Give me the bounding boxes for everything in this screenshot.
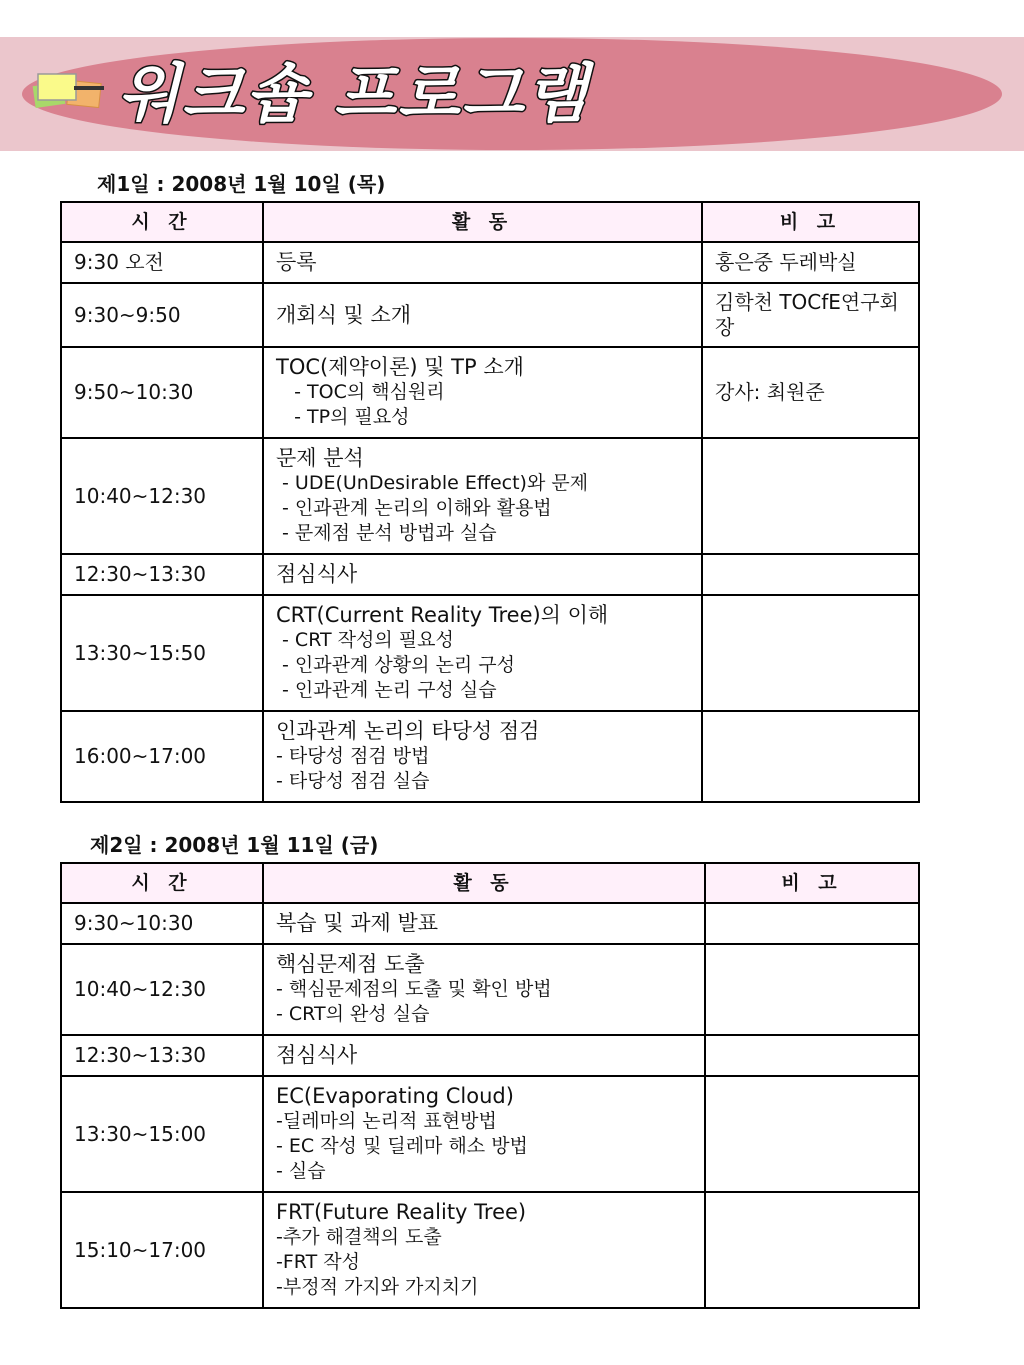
activity-item: - EC 작성 및 딜레마 해소 방법 bbox=[276, 1135, 528, 1157]
table-header-row bbox=[61, 202, 919, 242]
table-row bbox=[61, 554, 919, 595]
activity-item: -부정적 가지와 가지치기 bbox=[276, 1276, 479, 1298]
header-activity: 활 동 bbox=[263, 863, 705, 903]
activity-cell bbox=[263, 347, 702, 438]
day1-heading: 제1일 : 2008년 1월 10일 (목) bbox=[97, 172, 386, 196]
note-cell bbox=[705, 1192, 919, 1308]
header-time: 시 간 bbox=[61, 863, 263, 903]
table-row bbox=[61, 242, 919, 283]
table-row bbox=[61, 283, 919, 347]
activity-title: EC(Evaporating Cloud) bbox=[276, 1084, 514, 1108]
activity-title: 인과관계 논리의 타당성 점검 bbox=[276, 719, 540, 743]
header-note: 비 고 bbox=[702, 202, 919, 242]
activity-item: - CRT의 완성 실습 bbox=[276, 1003, 430, 1025]
table-row bbox=[61, 438, 919, 554]
note-cell: 홍은중 두레박실 bbox=[702, 242, 919, 283]
activity-item: - 타당성 점검 방법 bbox=[276, 745, 430, 767]
header-note: 비 고 bbox=[705, 863, 919, 903]
activity-item: -딜레마의 논리적 표현방법 bbox=[276, 1110, 497, 1132]
activity-item: - 핵심문제점의 도출 및 확인 방법 bbox=[276, 978, 552, 1000]
note-cell bbox=[702, 554, 919, 595]
activity-cell bbox=[263, 438, 702, 554]
note-cell bbox=[705, 944, 919, 1035]
activity-title: 복습 및 과제 발표 bbox=[276, 911, 439, 935]
activity-item: - CRT 작성의 필요성 bbox=[276, 629, 454, 651]
activity-cell bbox=[263, 554, 702, 595]
activity-item: -FRT 작성 bbox=[276, 1251, 360, 1273]
day2-schedule-table bbox=[60, 862, 920, 1309]
activity-item: - 타당성 점검 실습 bbox=[276, 770, 430, 792]
activity-item: - UDE(UnDesirable Effect)와 문제 bbox=[276, 472, 589, 494]
time-cell: 16:00~17:00 bbox=[61, 711, 263, 802]
activity-item: - 인과관계 논리의 이해와 활용법 bbox=[276, 497, 552, 519]
activity-item: - 실습 bbox=[276, 1160, 326, 1182]
activity-cell bbox=[263, 903, 705, 944]
time-cell: 10:40~12:30 bbox=[61, 438, 263, 554]
time-cell: 12:30~13:30 bbox=[61, 554, 263, 595]
time-cell: 12:30~13:30 bbox=[61, 1035, 263, 1076]
day1-schedule-table bbox=[60, 201, 920, 803]
activity-item: - TOC의 핵심원리 bbox=[276, 381, 445, 403]
day2-heading: 제2일 : 2008년 1월 11일 (금) bbox=[90, 833, 379, 857]
time-cell: 9:30 오전 bbox=[61, 242, 263, 283]
time-cell: 9:30~9:50 bbox=[61, 283, 263, 347]
table-row bbox=[61, 1192, 919, 1308]
time-cell: 9:30~10:30 bbox=[61, 903, 263, 944]
table-row bbox=[61, 903, 919, 944]
activity-cell bbox=[263, 283, 702, 347]
table-row bbox=[61, 1076, 919, 1192]
activity-cell bbox=[263, 1076, 705, 1192]
activity-cell bbox=[263, 1192, 705, 1308]
activity-title: FRT(Future Reality Tree) bbox=[276, 1200, 527, 1224]
activity-title: 문제 분석 bbox=[276, 446, 364, 470]
activity-title: TOC(제약이론) 및 TP 소개 bbox=[276, 355, 524, 379]
activity-item: - 문제점 분석 방법과 실습 bbox=[276, 522, 497, 544]
activity-title: 점심식사 bbox=[276, 1043, 358, 1067]
note-cell: 김학천 TOCfE연구회장 bbox=[702, 283, 919, 347]
table-row bbox=[61, 595, 919, 711]
activity-item: - 인과관계 논리 구성 실습 bbox=[276, 679, 497, 701]
activity-item: -추가 해결책의 도출 bbox=[276, 1226, 442, 1248]
note-cell: 강사: 최원준 bbox=[702, 347, 919, 438]
activity-item: - TP의 필요성 bbox=[276, 406, 410, 428]
activity-cell bbox=[263, 242, 702, 283]
time-cell: 10:40~12:30 bbox=[61, 944, 263, 1035]
note-cell bbox=[705, 903, 919, 944]
table-row bbox=[61, 711, 919, 802]
activity-item: - 인과관계 상황의 논리 구성 bbox=[276, 654, 515, 676]
note-cell bbox=[705, 1035, 919, 1076]
activity-title: 등록 bbox=[276, 250, 317, 274]
activity-cell bbox=[263, 711, 702, 802]
note-cell bbox=[702, 438, 919, 554]
time-cell: 15:10~17:00 bbox=[61, 1192, 263, 1308]
table-header-row bbox=[61, 863, 919, 903]
activity-title: 점심식사 bbox=[276, 562, 358, 586]
note-cell bbox=[705, 1076, 919, 1192]
note-cell bbox=[702, 711, 919, 802]
activity-title: CRT(Current Reality Tree)의 이해 bbox=[276, 603, 609, 627]
activity-title: 개회식 및 소개 bbox=[276, 302, 412, 327]
header-time: 시 간 bbox=[61, 202, 263, 242]
table-row bbox=[61, 1035, 919, 1076]
activity-title: 핵심문제점 도출 bbox=[276, 952, 425, 976]
activity-cell bbox=[263, 595, 702, 711]
note-cell bbox=[702, 595, 919, 711]
time-cell: 13:30~15:00 bbox=[61, 1076, 263, 1192]
activity-cell bbox=[263, 1035, 705, 1076]
table-row bbox=[61, 347, 919, 438]
sticky-notes-icon bbox=[30, 70, 110, 115]
header-activity: 활 동 bbox=[263, 202, 702, 242]
time-cell: 13:30~15:50 bbox=[61, 595, 263, 711]
page-title: 워크숍 프로그램 bbox=[118, 58, 590, 132]
activity-cell bbox=[263, 944, 705, 1035]
time-cell: 9:50~10:30 bbox=[61, 347, 263, 438]
table-row bbox=[61, 944, 919, 1035]
